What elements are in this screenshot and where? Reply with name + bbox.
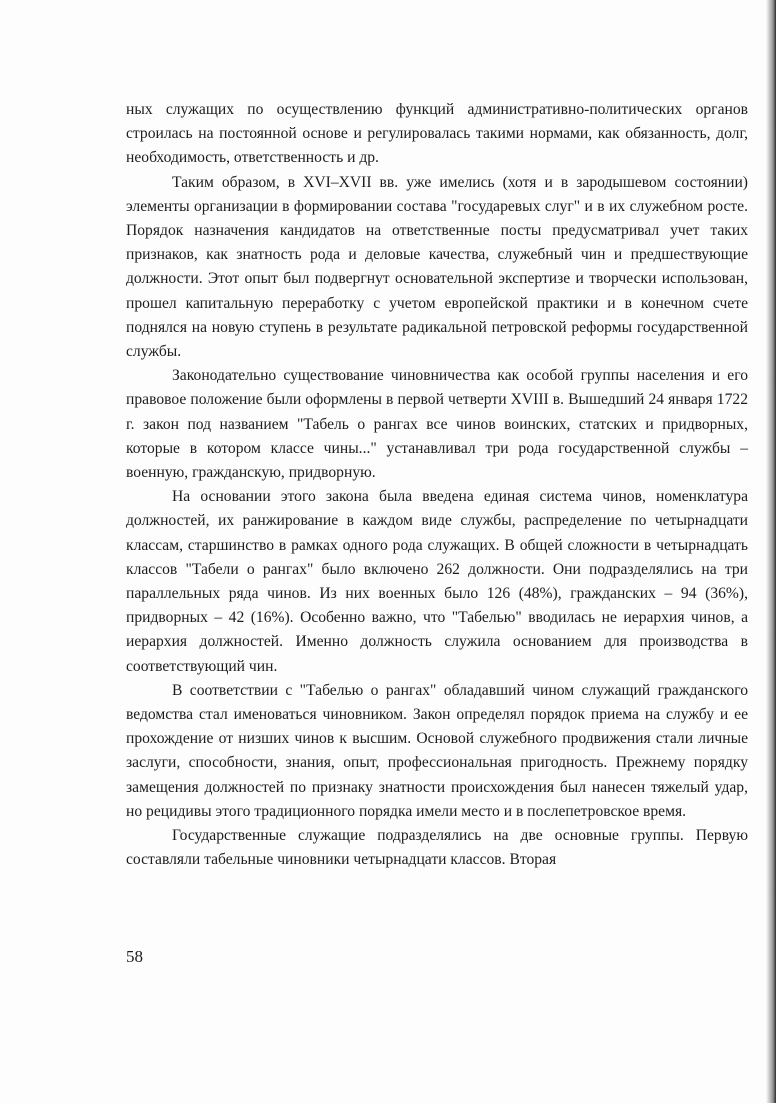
page-number: 58 — [126, 947, 143, 966]
scan-edge-shadow — [766, 0, 776, 1103]
paragraph-continued: ных служащих по осуществлению функций административно-политических органов строилась на постоянной основе и регулировалась такими нормами, как обязанность, долг, необходимость, ответственность и др. — [126, 101, 748, 167]
body-text — [126, 98, 748, 873]
paragraph: Таким образом, в XVI–XVII вв. уже имелись (хотя и в зародышевом состоянии) элементы организации в формировании состава "государевых слуг" и в их служебном росте. Порядок назначения кандидатов на ответственные посты предусматривал учет таких признаков, как знатность рода и деловые качества, служебный чин и предшествующие должности. Этот опыт был подвергнут основательной экспертизе и творчески использован, прошел капитальную переработку с учетом европейской практики и в конечном счете поднялся на новую ступень в результате радикальной петровской реформы государственной службы. — [126, 173, 748, 361]
paragraph: В соответствии с "Табелью о рангах" обладавший чином служащий гражданского ведомства стал именоваться чиновником. Закон определял порядок приема на службу и ее прохождение от низших чинов к высшим. Основой служебного продвижения стали личные заслуги, способности, знания, опыт, профессиональная пригодность. Прежнему порядку замещения должностей по признаку знатности происхождения был нанесен тяжелый удар, но рецидивы этого традиционного порядка имели место и в послепетровское время. — [126, 681, 748, 820]
paragraph: Государственные служащие подразделялись на две основные группы. Первую составляли табельные чиновники четырнадцати классов. Вторая — [126, 827, 748, 869]
paragraph: Законодательно существование чиновничества как особой группы населения и его правовое положение были оформлены в первой четверти XVIII в. Вышедший 24 января 1722 г. закон под названием "Табель о рангах все чинов воинских, статских и придворных, которые в котором классе чины..." устанавливал три рода государственной службы – военную, гражданскую, придворную. — [126, 367, 748, 482]
paragraph: На основании этого закона была введена единая система чинов, номенклатура должностей, их ранжирование в каждом виде службы, распределение по четырнадцати классам, старшинство в рамках одного рода служащих. В общей сложности в четырнадцать классов "Табели о рангах" было включено 262 должности. Они подразделялись на три параллельных ряда чинов. Из них военных было 126 (48%), гражданских – 94 (36%), придворных – 42 (16%). Особенно важно, что "Табелью" вводилась не иерархия чинов, а иерархия должностей. Именно должность служила основанием для производства в соответствующий чин. — [126, 488, 748, 675]
